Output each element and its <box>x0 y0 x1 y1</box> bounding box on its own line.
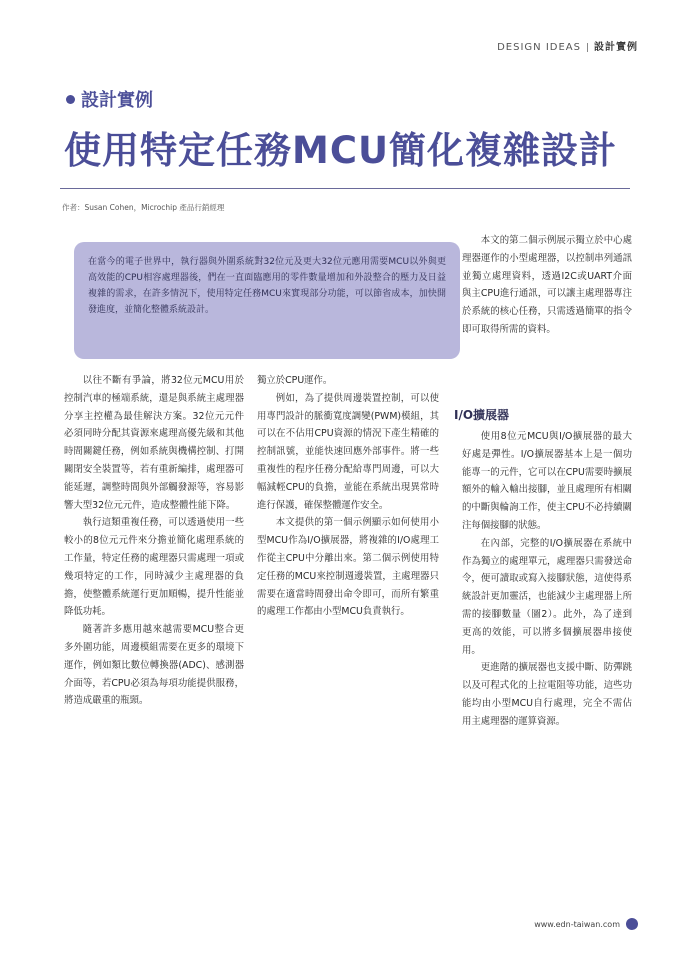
subheading-io-expander: I/O擴展器 <box>454 408 510 422</box>
column-1 <box>64 372 244 900</box>
running-header <box>497 38 638 53</box>
paragraph: 本文的第二個示例展示獨立於中心處理器運作的小型處理器，以控制串列通訊並獨立處理資料，透過I2C或UART介面與主CPU進行通訊，可以讓主處理器專注於系統的核心任務，只需透過簡單的指令即可取得所需的資料。 <box>462 235 632 335</box>
paragraph: 獨立於CPU運作。 <box>257 375 333 386</box>
running-header-en: DESIGN IDEAS <box>497 42 581 53</box>
page-footer <box>534 918 638 930</box>
column-2 <box>257 372 439 900</box>
abstract-box <box>74 242 460 359</box>
paragraph: 執行這類重複任務，可以透過使用一些較小的8位元元件來分擔並簡化處理系統的工作量，特定任務的處理器只需處理一項或幾項特定的工作，同時減少主處理器的負擔，使整體系統運行更加順暢，提升性能並降低功耗。 <box>64 517 244 618</box>
page-number-dot <box>626 918 638 930</box>
paragraph: 本文提供的第一個示例顯示如何使用小型MCU作為I/O擴展器，將複雜的I/O處理工作從主CPU中分離出來。第二個示例使用特定任務的MCU來控制週邊裝置，主處理器只需要在適當時間發出命令即可，而所有繁重的處理工作都由小型MCU負責執行。 <box>257 517 439 618</box>
column-3-bottom <box>462 428 632 904</box>
paragraph: 使用8位元MCU與I/O擴展器的最大好處是彈性。I/O擴展器基本上是一個功能專一的元件，它可以在CPU需要時擴展額外的輸入輸出接腳，並且處理所有相關的中斷與輪詢工作，使主CPU不必持續關注每個接腳的狀態。 <box>462 431 632 531</box>
paragraph: 以往不斷有爭論，將32位元MCU用於控制汽車的極端系統，還是與系統主處理器分享主控權為最佳解決方案。32位元元件必須同時分配其資源來處理高優先級和其他時間關鍵任務，例如系統與機構控制、打開關閉安全裝置等，若有重新編排，處理器可能延遲，調整時間與外部觸發源等，容易影響大型32位元元件，造成整體性能下降。 <box>64 375 244 511</box>
abstract-text: 在當今的電子世界中，執行器與外圍系統對32位元及更大32位元應用需要MCU以外與更高效能的CPU相容處理器後，們在一直面臨應用的零件數量增加和外設整合的壓力及日益複雜的需求，在許多情況下，使用特定任務MCU來實現部分功能，可以節省成本，加快開發進度，並簡化整體系統設計。 <box>88 257 446 315</box>
paragraph: 例如，為了提供周邊裝置控制，可以使用專門設計的脈衝寬度調變(PWM)模組，其可以在不佔用CPU資源的情況下產生精確的控制訊號，並能快速回應外部事件。將一些重複性的程序任務分配給專門周邊，可以大幅減輕CPU的負擔，並能在系統出現異常時進行保護，確保整體運作安全。 <box>257 392 439 511</box>
paragraph: 隨著許多應用越來越需要MCU整合更多外圍功能，周邊模組需要在更多的環境下運作，例如類比數位轉換器(ADC)、感測器介面等，若CPU必須為每項功能提供服務，將造成嚴重的瓶頸。 <box>64 624 244 707</box>
author-line: 作者：Susan Cohen，Microchip 產品行銷經理 <box>62 203 225 212</box>
paragraph: 在內部，完整的I/O擴展器在系統中作為獨立的處理單元，處理器只需發送命令，便可讀取或寫入接腳狀態，這使得系統設計更加靈活，也能減少主處理器上所需的接腳數量（圖2）。此外，為了達到更高的效能，可以將多個擴展器串接使用。 <box>462 537 632 656</box>
running-header-zh: 設計實例 <box>594 42 638 53</box>
title-rule <box>60 188 630 189</box>
section-label-text: 設計實例 <box>81 90 153 111</box>
paragraph: 更進階的擴展器也支援中斷、防彈跳以及可程式化的上拉電阻等功能，這些功能均由小型MCU自行處理，完全不需佔用主處理器的運算資源。 <box>462 662 632 727</box>
section-label <box>66 86 153 112</box>
bullet-icon <box>66 95 75 104</box>
column-3-top <box>462 232 632 402</box>
footer-url: www.edn-taiwan.com <box>534 919 620 929</box>
article-title: 使用特定任務MCU簡化複雜設計 <box>64 129 618 172</box>
header-divider <box>587 43 588 52</box>
